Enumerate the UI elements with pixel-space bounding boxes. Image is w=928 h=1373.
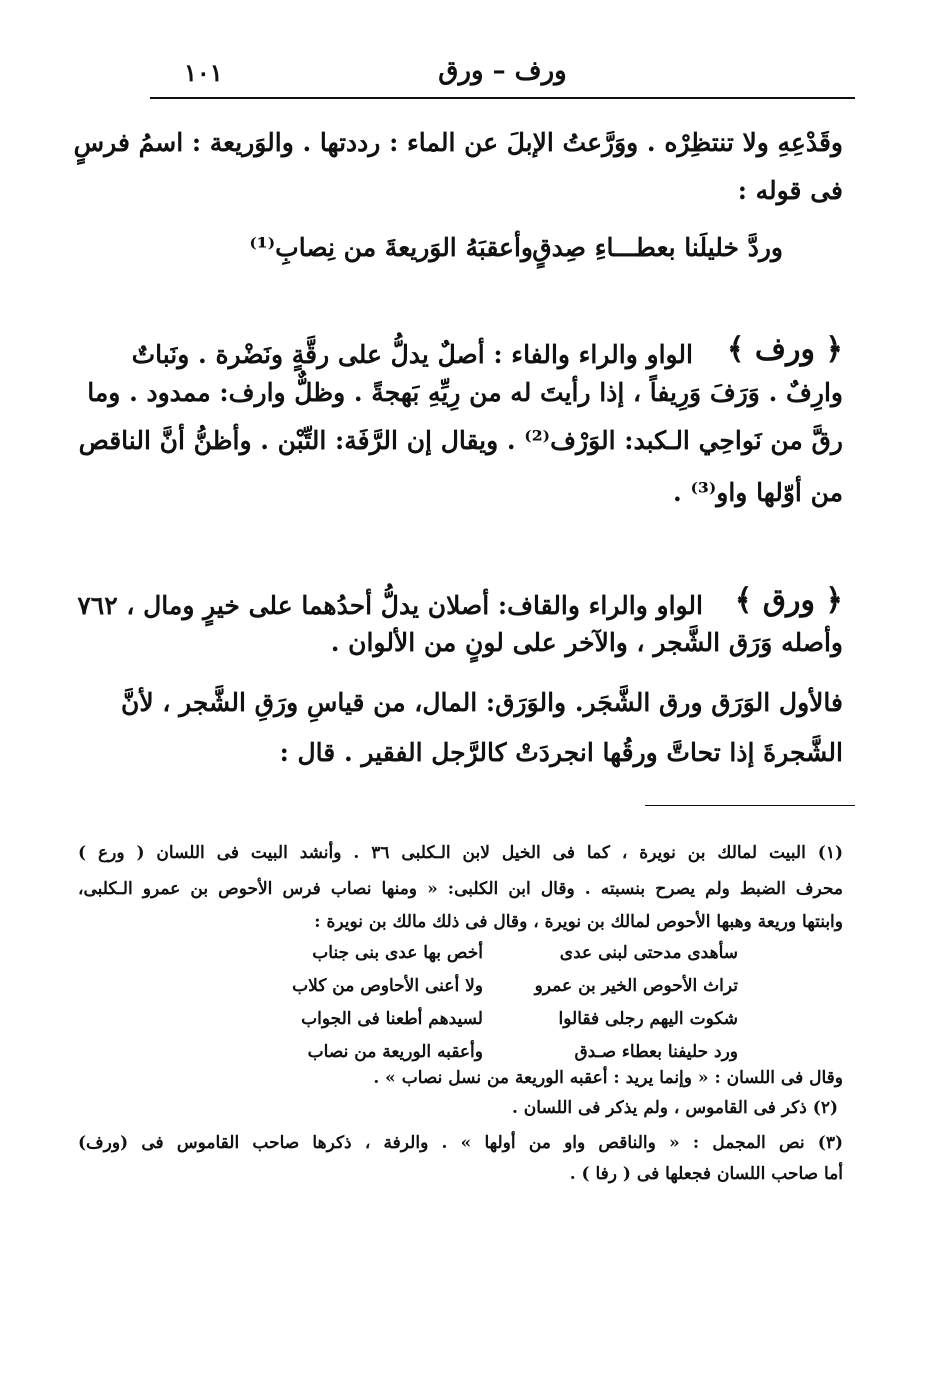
- body-line: الواو والراء والقاف: أصلان يدلُّ أحدُهما على خيرٍ ومال ، ٧٦٢: [77, 591, 703, 620]
- verse-hemistich: وأعقبَهُ الوَريعةَ من نِصابِ⁽¹⁾: [249, 233, 533, 262]
- body-line: رقَّ من نَواحِي الـكبد: الوَرْف⁽²⁾ . ويقال إن الرَّفَة: التِّبْن . وأظنُّ أنَّ الناقص: [78, 426, 843, 455]
- footnote-rule: [645, 805, 855, 806]
- verse-hemistich: وردَّ خليلَنا بعطـــاءِ صِدقٍ: [532, 233, 783, 262]
- poem-hemistich: ولا أعنى الأحاوص من كلاب: [292, 976, 483, 996]
- footnote-3: (٣) نص المجمل : « والناقص واو من أولها » . والرفة ، ذكرها صاحب القاموس فى (ورف): [78, 1133, 843, 1153]
- footnote-2: (٢) ذكر فى القاموس ، ولم يذكر فى اللسان .: [511, 1098, 838, 1118]
- poem-hemistich: تراث الأحوص الخير بن عمرو: [534, 976, 738, 996]
- page-number: ١٠١: [184, 58, 223, 87]
- body-line: الواو والراء والفاء : أصلٌ يدلُّ على رقَّةٍ ونَضْرة . ونَباتٌ: [131, 340, 693, 369]
- poem-hemistich: شكوت اليهم رجلى فقالوا: [558, 1009, 738, 1029]
- body-line: من أوّلها واو⁽³⁾ .: [673, 478, 843, 507]
- poem-hemistich: أخص بها عدى بنى جناب: [312, 943, 483, 963]
- body-line: الشَّجرةَ إذا تحاتَّ ورقُها انجردَتْ كالرَّجل الفقير . قال :: [279, 738, 843, 767]
- footnote-1: وابنتها وريعة وهبها الأحوص لمالك بن نويرة ، وقال فى ذلك مالك بن نويرة :: [314, 912, 843, 932]
- footnote-1: محرف الضبط ولم يصرح بنسبته . وقال ابن الكلبى: « ومنها نصاب فرس الأحوص بن عمرو الـكلبى،: [78, 879, 843, 899]
- footnote-1: وقال فى اللسان : « وإنما يريد : أعقبه الوريعة من نسل نصاب » .: [373, 1068, 843, 1088]
- poem-hemistich: سأهدى مدحتى لبنى عدى: [559, 943, 738, 963]
- body-line: وقَدْعِهِ ولا تنتظِرْه . ووَرَّعتُ الإبلَ عن الماء : رددتها . والوَريعة : اسمُ فرسٍ: [73, 128, 843, 157]
- entry-heading: ﴿ ورف ﴾: [726, 332, 843, 367]
- footnote-1: (١) البيت لمالك بن نويرة ، كما فى الخيل لابن الـكلبى ٣٦ . وأنشد البيت فى اللسان ( ورع ): [78, 843, 843, 863]
- running-header: [150, 52, 855, 96]
- header-title: ورف – ورق: [438, 56, 567, 86]
- body-line: وأصله وَرَق الشَّجر ، والآخر على لونٍ من الألوان .: [330, 628, 843, 657]
- body-line: فالأول الوَرَق ورق الشَّجَر. والوَرَق: المال، من قياسِ ورَقِ الشَّجر ، لأنَّ: [121, 688, 843, 717]
- poem-hemistich: وأعقبه الوريعة من نصاب: [307, 1042, 483, 1062]
- entry-heading: ﴿ ورق ﴾: [734, 583, 843, 618]
- entry-wrq: [77, 568, 843, 620]
- body-line: وارِفٌ . وَرَفَ وَرِيفاً ، إذا رأيتَ له من رِيِّهِ بَهجةً . وظلٌّ وارف: ممدود . وما: [87, 378, 843, 407]
- entry-warf: [131, 317, 843, 369]
- body-line: فى قوله :: [737, 176, 843, 205]
- footnote-3: أما صاحب اللسان فجعلها فى ( رفا ) .: [569, 1164, 843, 1184]
- header-rule: [150, 97, 855, 99]
- poem-hemistich: لسيدهم أطعنا فى الجواب: [301, 1009, 483, 1029]
- poem-hemistich: ورد حليفنا بعطاء صـدق: [574, 1042, 738, 1062]
